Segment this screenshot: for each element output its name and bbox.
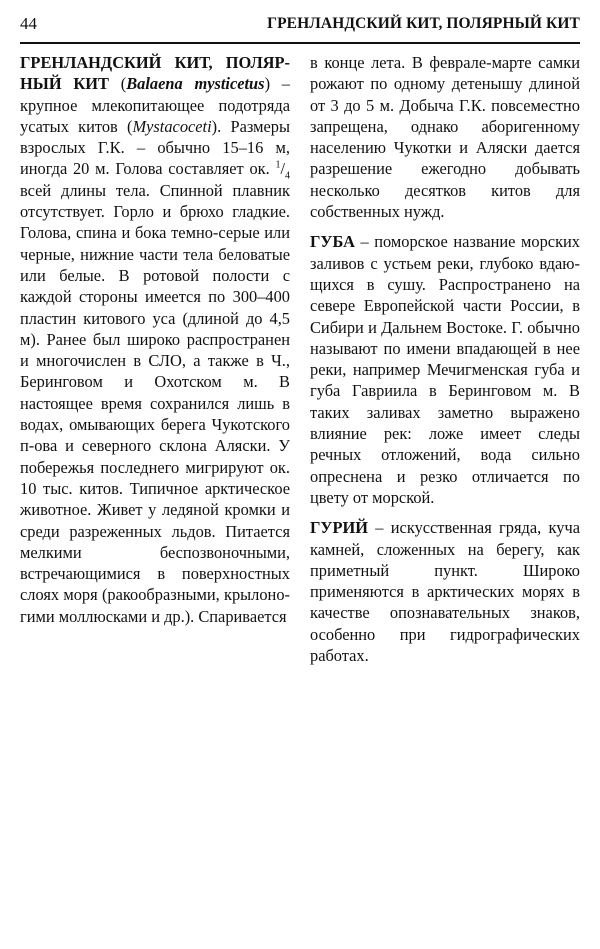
entry-text: в конце лета. В феврале-марте самки рожают по одному детенышу длиной от 3 до 5 м. Добыча Г.К. повсеместно запрещена, однако аборигенному населению Чукотки и Аляски дается разрешение ежегодно добывать несколько десятков китов для собственных нужд.	[310, 53, 580, 222]
entry-continuation	[310, 52, 580, 222]
fraction-denominator: 4	[285, 170, 290, 182]
page-number: 44	[20, 14, 37, 33]
right-column	[310, 52, 580, 666]
latin-name: Mystacoceti	[132, 116, 212, 136]
page-header	[20, 14, 580, 40]
entry-text: ). Размеры взрослых Г.К. – обычно 15–16 м, иногда 20 м. Голова составляет ок.	[20, 116, 290, 179]
running-title: ГРЕНЛАНДСКИЙ КИТ, ПОЛЯРНЫЙ КИТ	[267, 15, 580, 32]
left-column	[20, 52, 290, 627]
entry-guriy	[310, 517, 580, 666]
entry-greenland-whale	[20, 52, 290, 627]
entry-term: ГРЕНЛАНДСКИЙ КИТ, ПОЛЯРНЫЙ КИТ	[20, 53, 290, 94]
entry-text: – искусственная гряда, куча камней, сложенных на берегу, как приметный пункт. Широко применяются в арктических морях в качестве опознавательных знаков, особенно при гидрографических работах.	[310, 518, 580, 666]
entry-text: всей длины тела. Спинной плавник отсутствует. Горло и брюхо гладкие. Голова, спина и бока темно-серые или черные, нижние части тела беловатые или белые. В ротовой полости с каждой стороны имеется по 300–400 пластин китового уса (длиной до 4,5 м). Ранее был широко распространен и многочислен в СЛО, а также в Ч., Беринговом и Охотском м. В настоящее время сохранился лишь в водах, омывающих берега Чукотского п-ова и северного склона Аляски. У побережья последнего мигрируют ок. 10 тыс. китов. Типичное арктическое животное. Живет у ледяной кромки и среди разреженных льдов. Питается мелкими беспозвоночными, встречающимися в поверхностных слоях моря (ракообразными, крылоногими моллюсками и др.). Спаривается	[20, 180, 290, 626]
entry-text: (	[108, 74, 127, 94]
entry-text: ) – крупное млекопитающее подотряда усатых китов (	[20, 74, 290, 136]
entry-guba	[310, 231, 580, 508]
latin-name: Balaena mysticetus	[126, 74, 265, 94]
header-rule	[20, 42, 580, 44]
entry-term: ГУБА	[310, 232, 355, 252]
entry-text: – поморское название морских заливов с устьем реки, глубоко вдающихся в сушу. Распространено на севере Европейской части России, в Сибири и Дальнем Востоке. Г. обычно называют по имени впадающей в нее реки, например Мечигменская губа и губа Гавриила в Беринговом м. В таких заливах заметно выражено влияние рек: ложе имеет следы речных отложений, вода сильно опреснена и резко отличается по цвету от морской.	[310, 232, 580, 507]
fraction-numerator: 1	[275, 160, 281, 172]
fraction-slash: /	[280, 159, 285, 179]
entry-term: ГУРИЙ	[310, 518, 368, 538]
